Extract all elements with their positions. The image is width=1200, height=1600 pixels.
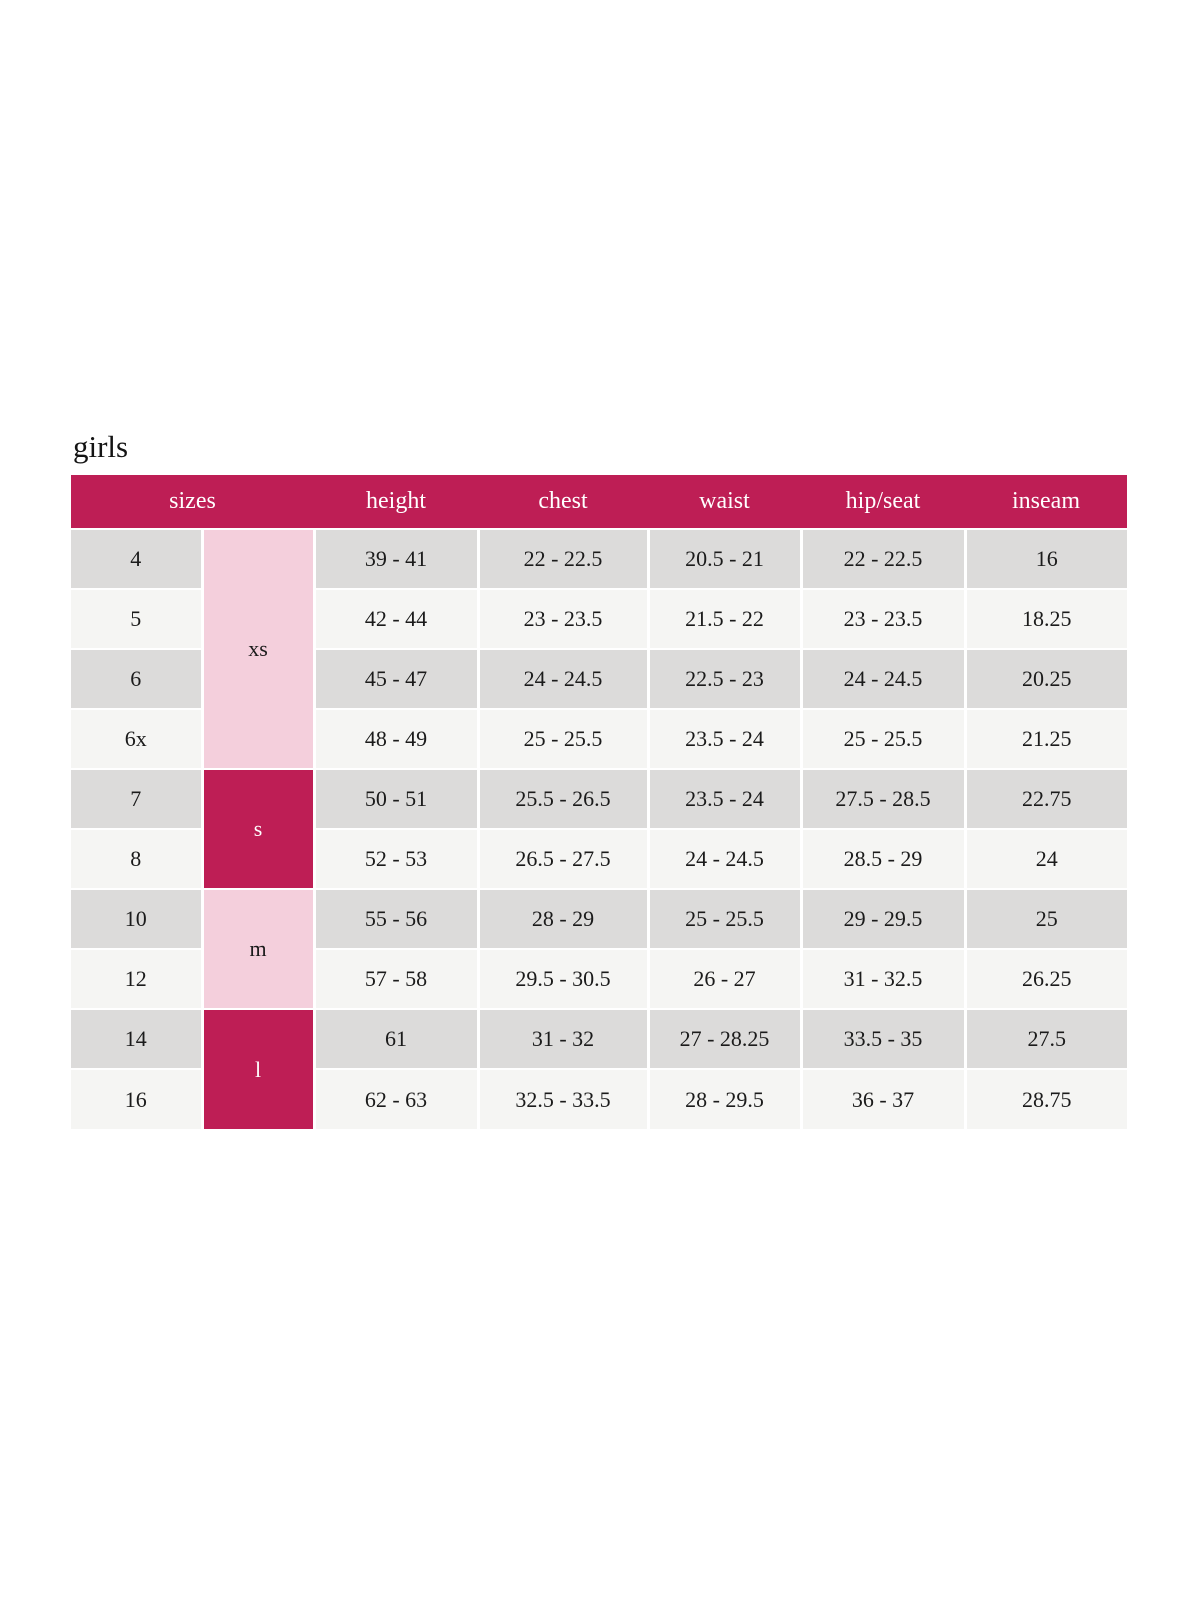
hip-seat-cell: 23 - 23.5 [801,589,965,649]
table-body [71,529,1127,1129]
inseam-cell: 28.75 [965,1069,1127,1129]
waist-cell: 21.5 - 22 [648,589,801,649]
waist-cell: 26 - 27 [648,949,801,1009]
chest-cell: 24 - 24.5 [478,649,648,709]
chest-cell: 31 - 32 [478,1009,648,1069]
inseam-cell: 27.5 [965,1009,1127,1069]
column-header-height: height [314,475,478,529]
chest-cell: 23 - 23.5 [478,589,648,649]
size-group-cell-xs: xs [202,529,314,769]
hip-seat-cell: 25 - 25.5 [801,709,965,769]
height-cell: 45 - 47 [314,649,478,709]
size-cell: 5 [71,589,202,649]
column-header-sizes: sizes [71,475,314,529]
hip-seat-cell: 31 - 32.5 [801,949,965,1009]
height-cell: 48 - 49 [314,709,478,769]
hip-seat-cell: 33.5 - 35 [801,1009,965,1069]
waist-cell: 20.5 - 21 [648,529,801,589]
size-cell: 6x [71,709,202,769]
table-header [71,475,1127,529]
chest-cell: 29.5 - 30.5 [478,949,648,1009]
hip-seat-cell: 27.5 - 28.5 [801,769,965,829]
inseam-cell: 24 [965,829,1127,889]
size-cell: 12 [71,949,202,1009]
table-row [71,529,1127,589]
chest-cell: 25 - 25.5 [478,709,648,769]
column-header-waist: waist [648,475,801,529]
size-cell: 6 [71,649,202,709]
waist-cell: 23.5 - 24 [648,709,801,769]
chest-cell: 25.5 - 26.5 [478,769,648,829]
height-cell: 62 - 63 [314,1069,478,1129]
hip-seat-cell: 36 - 37 [801,1069,965,1129]
page-title: girls [73,429,129,464]
height-cell: 42 - 44 [314,589,478,649]
column-header-inseam: inseam [965,475,1127,529]
table-row [71,1009,1127,1069]
hip-seat-cell: 24 - 24.5 [801,649,965,709]
size-cell: 10 [71,889,202,949]
waist-cell: 27 - 28.25 [648,1009,801,1069]
waist-cell: 28 - 29.5 [648,1069,801,1129]
waist-cell: 22.5 - 23 [648,649,801,709]
table-row [71,769,1127,829]
column-header-chest: chest [478,475,648,529]
header-row [71,475,1127,529]
waist-cell: 23.5 - 24 [648,769,801,829]
size-cell: 14 [71,1009,202,1069]
table-row [71,889,1127,949]
hip-seat-cell: 29 - 29.5 [801,889,965,949]
height-cell: 55 - 56 [314,889,478,949]
height-cell: 52 - 53 [314,829,478,889]
height-cell: 50 - 51 [314,769,478,829]
hip-seat-cell: 28.5 - 29 [801,829,965,889]
inseam-cell: 21.25 [965,709,1127,769]
size-group-cell-m: m [202,889,314,1009]
chest-cell: 26.5 - 27.5 [478,829,648,889]
size-chart-section [71,428,1127,1129]
inseam-cell: 18.25 [965,589,1127,649]
chest-cell: 32.5 - 33.5 [478,1069,648,1129]
size-cell: 16 [71,1069,202,1129]
inseam-cell: 26.25 [965,949,1127,1009]
height-cell: 39 - 41 [314,529,478,589]
girls-size-chart-table [71,475,1127,1129]
chest-cell: 22 - 22.5 [478,529,648,589]
size-cell: 4 [71,529,202,589]
height-cell: 61 [314,1009,478,1069]
size-cell: 7 [71,769,202,829]
size-group-cell-l: l [202,1009,314,1129]
chest-cell: 28 - 29 [478,889,648,949]
column-header-hip-seat: hip/seat [801,475,965,529]
inseam-cell: 25 [965,889,1127,949]
waist-cell: 24 - 24.5 [648,829,801,889]
hip-seat-cell: 22 - 22.5 [801,529,965,589]
inseam-cell: 20.25 [965,649,1127,709]
size-group-cell-s: s [202,769,314,889]
waist-cell: 25 - 25.5 [648,889,801,949]
size-cell: 8 [71,829,202,889]
inseam-cell: 22.75 [965,769,1127,829]
height-cell: 57 - 58 [314,949,478,1009]
inseam-cell: 16 [965,529,1127,589]
